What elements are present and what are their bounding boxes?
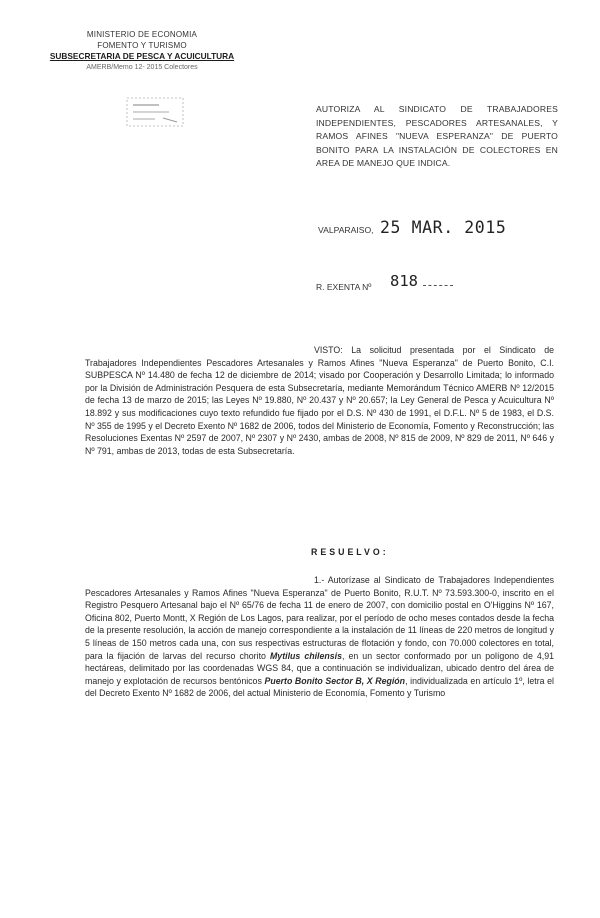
ministry-subtitle: FOMENTO Y TURISMO — [97, 40, 187, 50]
resuelvo-heading: RESUELVO: — [311, 547, 389, 557]
article-1-text-b: , en un sector conformado por un polígono de 4,91 hectáreas, delimitado por las coordenadas WGS 84, que a continuación se individualizan, ubicado dentro del área de manejo y explotación de recursos bentónicos — [85, 650, 555, 686]
exenta-number-line — [316, 272, 516, 294]
exenta-number: 818 — [390, 272, 418, 290]
sector-name: Puerto Bonito Sector B, X Región — [264, 675, 406, 686]
article-1-text-a: 1.- Autorízase al Sindicato de Trabajadores Independientes Pescadores Artesanales y Ramos Afines "Nueva Esperanza" de Puerto Bonito, R.U.T. Nº 73.593.300-0, inscrito en el Registro Pesquero Artesanal bajo el Nº 65/76 de fecha 11 de enero de 2007, con domicilio postal en O'Higgins Nº 167, Oficina 802, Puerto Montt, X Región de Los Lagos, para realizar, por el período de ocho meses contados desde la fecha de la presente resolución, la acción de manejo correspondiente a la instalación de 11 líneas de 220 metros de longitud y 5 líneas de 150 metros cada una, con sus respectivas estructuras de flotación y fondo, con 70.000 colectores en total, para la fijación de larvas del recurso chorito — [85, 575, 554, 661]
ministry-header — [42, 30, 242, 72]
date-place: VALPARAISO, — [318, 225, 374, 235]
vistos-paragraph: VISTO: La solicitud presentada por el Sindicato de Trabajadores Independientes Pescadores Artesanales y Ramos Afines "Nueva Esperanza" de Puerto Bonito, C.I. SUBPESCA Nº 14.480 de fecha 12 de diciembre de 2014; visado por Cooperación y Desarrollo Limitada; lo informado por la División de Administración Pesquera de esta Subsecretaría, mediante Memorándum Técnico AMERB Nº 12/2015 de fecha 13 de marzo de 2015; las Leyes Nº 19.880, Nº 20.437 y Nº 20.657; la Ley General de Pesca y Acuicultura Nº 18.892 y sus modificaciones cuyo texto refundido fue fijado por el D.S. Nº 430 de 1991, el D.F.L. Nº 5 de 1983, el D.S. Nº 355 de 1995 y el Decreto Exento Nº 1682 de 2006, todos del Ministerio de Economía, Fomento y Reconstrucción; las Resoluciones Exentas Nº 2597 de 2007, Nº 2307 y Nº 2430, ambas de 2008, Nº 815 de 2009, Nº 829 de 2011, Nº 646 y Nº 791, ambas de 2013, todas de esta Subsecretaría. — [85, 345, 555, 456]
official-stamp-mark — [125, 94, 187, 130]
article-1-paragraph — [85, 574, 554, 700]
date-stamp: 25 MAR. 2015 — [380, 218, 507, 237]
ministry-name: MINISTERIO DE ECONOMIA — [86, 30, 198, 39]
exenta-label: R. EXENTA Nº — [316, 282, 372, 292]
resolution-subject: AUTORIZA AL SINDICATO DE TRABAJADORES INDEPENDIENTES, PESCADORES ARTESANALES, Y RAMOS AFINES "NUEVA ESPERANZA" DE PUERTO BONITO PARA LA INSTALACIÓN DE COLECTORES EN AREA DE MANEJO QUE INDICA. — [316, 104, 558, 169]
subsecretaria-name: SUBSECRETARIA DE PESCA Y ACUICULTURA — [49, 51, 235, 61]
species-name: Mytilus chilensis — [269, 650, 342, 661]
exenta-underline — [423, 285, 453, 286]
date-line — [318, 218, 578, 238]
reference-code: AMERB/Memo 12- 2015 Colectores — [86, 64, 198, 71]
article-1-text-c: , individualizada en artículo 1º, letra el del Decreto Exento Nº 1682 de 2006, del actual Ministerio de Economía, Fomento y Turismo — [85, 675, 554, 699]
